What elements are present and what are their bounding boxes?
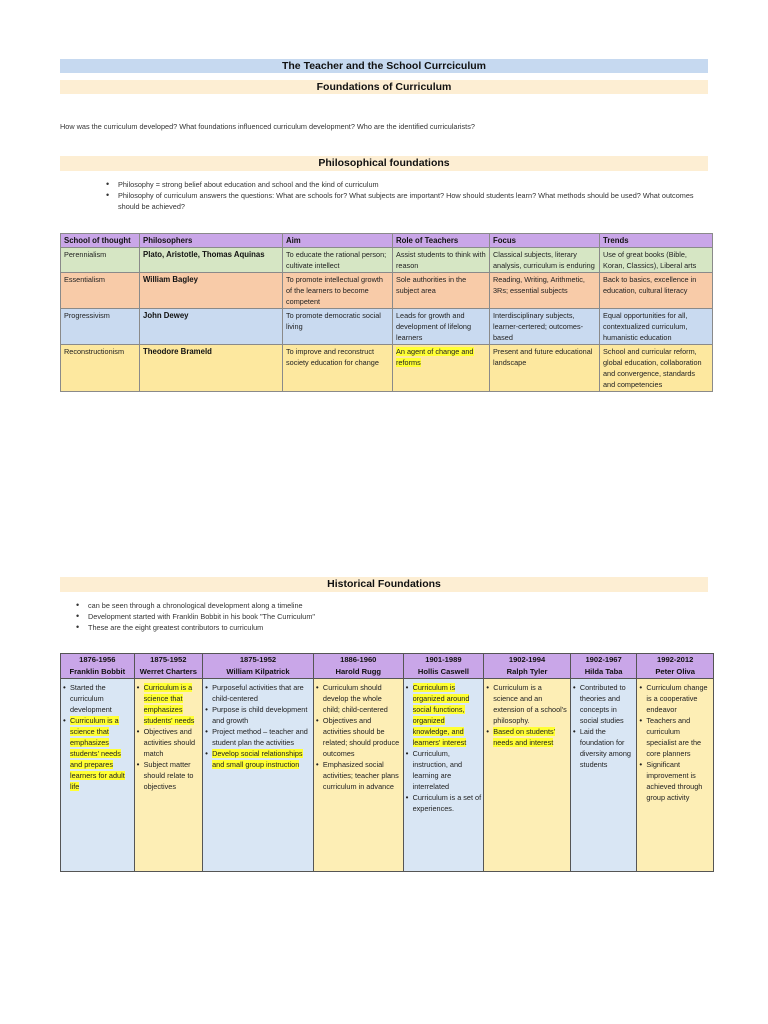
header-philosophers: Philosophers [140, 234, 283, 248]
header-school: School of thought [61, 234, 140, 248]
cell-aim: To promote intellectual growth of the learners to become competent [283, 273, 393, 309]
bullet-item: • These are the eight greatest contributors to curriculum [74, 622, 694, 633]
cell-philosophers: Plato, Aristotle, Thomas Aquinas [140, 248, 283, 273]
contributor-name: Harold Rugg [313, 666, 403, 679]
header-role: Role of Teachers [393, 234, 490, 248]
list-item: • Teachers and curriculum specialist are the core planners [639, 715, 711, 759]
table-row [61, 248, 713, 273]
cell-focus: Classical subjects, literary analysis, curriculum is enduring [490, 248, 600, 273]
contributor-years: 1992-2012 [637, 654, 714, 667]
section-title-foundations: Foundations of Curriculum [60, 80, 708, 94]
cell-philosophers: John Dewey [140, 309, 283, 345]
table-header-row [61, 234, 713, 248]
cell-aim: To improve and reconstruct society education for change [283, 345, 393, 392]
cell-aim: To educate the rational person; cultivate intellect [283, 248, 393, 273]
cell-role: Leads for growth and development of lifelong learners [393, 309, 490, 345]
contributor-name: Ralph Tyler [484, 666, 571, 679]
historical-table [60, 653, 714, 872]
cell-role [393, 345, 490, 392]
contributor-name: Hollis Caswell [403, 666, 484, 679]
header-trends: Trends [600, 234, 713, 248]
contributions-row [61, 679, 714, 872]
contributor-name: Peter Oliva [637, 666, 714, 679]
contribution-cell [313, 679, 403, 872]
highlighted-text: Based on students' needs and interest [493, 727, 556, 747]
cell-trends: Use of great books (Bible, Koran, Classics), Liberal arts [600, 248, 713, 273]
list-item: • Project method – teacher and student plan the activities [205, 726, 311, 748]
contributor-years: 1901-1989 [403, 654, 484, 667]
list-item: • Purpose is child development and growth [205, 704, 311, 726]
contribution-cell [203, 679, 314, 872]
cell-trends: Back to basics, excellence in education, cultural literacy [600, 273, 713, 309]
document-title: The Teacher and the School Currciculum [60, 59, 708, 73]
contribution-cell [134, 679, 203, 872]
names-row [61, 666, 714, 679]
contributor-years: 1875-1952 [203, 654, 314, 667]
cell-school: Progressivism [61, 309, 140, 345]
highlighted-text: Develop social relationships and small group instruction [212, 749, 303, 769]
table-row [61, 309, 713, 345]
cell-aim: To promote democratic social living [283, 309, 393, 345]
list-item [137, 682, 201, 726]
list-item: • Objectives and activities should match [137, 726, 201, 759]
list-item: • Significant improvement is achieved through group activity [639, 759, 711, 803]
list-item [486, 726, 568, 748]
list-item [205, 748, 311, 770]
heading-philosophical: Philosophical foundations [60, 156, 708, 171]
list-item: • Curriculum change is a cooperative endeavor [639, 682, 711, 715]
header-aim: Aim [283, 234, 393, 248]
contributor-name: Werret Charters [134, 666, 203, 679]
contributor-years: 1875-1952 [134, 654, 203, 667]
heading-historical: Historical Foundations [60, 577, 708, 592]
list-item: • Emphasized social activities; teacher plans curriculum in advance [316, 759, 401, 792]
cell-role: Assist students to think with reason [393, 248, 490, 273]
contributor-years: 1902-1967 [570, 654, 637, 667]
list-item: • Curriculum is a set of experiences. [406, 792, 482, 814]
list-item: • Laid the foundation for diversity among students [573, 726, 635, 770]
contributor-years: 1886-1960 [313, 654, 403, 667]
contribution-cell [484, 679, 571, 872]
years-row [61, 654, 714, 667]
contributor-name: William Kilpatrick [203, 666, 314, 679]
philosophy-table [60, 233, 713, 392]
cell-role: Sole authorities in the subject area [393, 273, 490, 309]
contributor-name: Franklin Bobbit [61, 666, 135, 679]
list-item: • Curriculum is a science and an extension of a school's philosophy. [486, 682, 568, 726]
list-item: • Subject matter should relate to objectives [137, 759, 201, 792]
intro-text: How was the curriculum developed? What foundations influenced curriculum development? Who are the identified curricularists? [60, 122, 475, 131]
cell-school: Reconstructionism [61, 345, 140, 392]
highlighted-text: Curriculum is a science that emphasizes students' needs and prepares learners for adult life [70, 716, 125, 791]
contributor-name: Hilda Taba [570, 666, 637, 679]
contribution-cell [403, 679, 484, 872]
table-row [61, 273, 713, 309]
cell-philosophers: William Bagley [140, 273, 283, 309]
philosophical-bullets [104, 179, 704, 212]
list-item: • Curriculum should develop the whole child; child-centered [316, 682, 401, 715]
list-item: • Curriculum, instruction, and learning are interrelated [406, 748, 482, 792]
bullet-item: • can be seen through a chronological development along a timeline [74, 600, 694, 611]
contribution-cell [637, 679, 714, 872]
cell-school: Perennialism [61, 248, 140, 273]
contributor-years: 1876-1956 [61, 654, 135, 667]
highlighted-text: An agent of change and reforms [396, 347, 474, 367]
list-item: • Objectives and activities should be related; should produce outcomes [316, 715, 401, 759]
cell-focus: Reading, Writing, Arithmetic, 3Rs; essential subjects [490, 273, 600, 309]
cell-trends: Equal opportunities for all, contextualized curriculum, humanistic education [600, 309, 713, 345]
list-item: • Purposeful activities that are child-centered [205, 682, 311, 704]
contributor-years: 1902-1994 [484, 654, 571, 667]
cell-focus: Present and future educational landscape [490, 345, 600, 392]
historical-bullets [74, 600, 694, 633]
table-row [61, 345, 713, 392]
cell-school: Essentialism [61, 273, 140, 309]
header-focus: Focus [490, 234, 600, 248]
highlighted-text: Curriculum is a science that emphasizes students' needs [143, 683, 195, 725]
cell-focus: Interdisciplinary subjects, learner-certered; outcomes-based [490, 309, 600, 345]
cell-philosophers: Theodore Brameld [140, 345, 283, 392]
contribution-cell [61, 679, 135, 872]
list-item [63, 715, 132, 792]
list-item: • Contributed to theories and concepts in social studies [573, 682, 635, 726]
cell-trends: School and curricular reform, global education, collaboration and convergence, standards and competencies [600, 345, 713, 392]
bullet-item: • Philosophy = strong belief about education and school and the kind of curriculum [104, 179, 704, 190]
list-item [406, 682, 482, 748]
list-item: • Started the curriculum development [63, 682, 132, 715]
bullet-item: • Philosophy of curriculum answers the questions: What are schools for? What subjects are important? How should students learn? What methods should be used? What outcomes should be achieved? [104, 190, 704, 212]
highlighted-text: Curriculum is organized around social functions, organized knowledge, and learners' interest [412, 683, 470, 747]
bullet-item: • Development started with Franklin Bobbit in his book "The Curriculum" [74, 611, 694, 622]
contribution-cell [570, 679, 637, 872]
